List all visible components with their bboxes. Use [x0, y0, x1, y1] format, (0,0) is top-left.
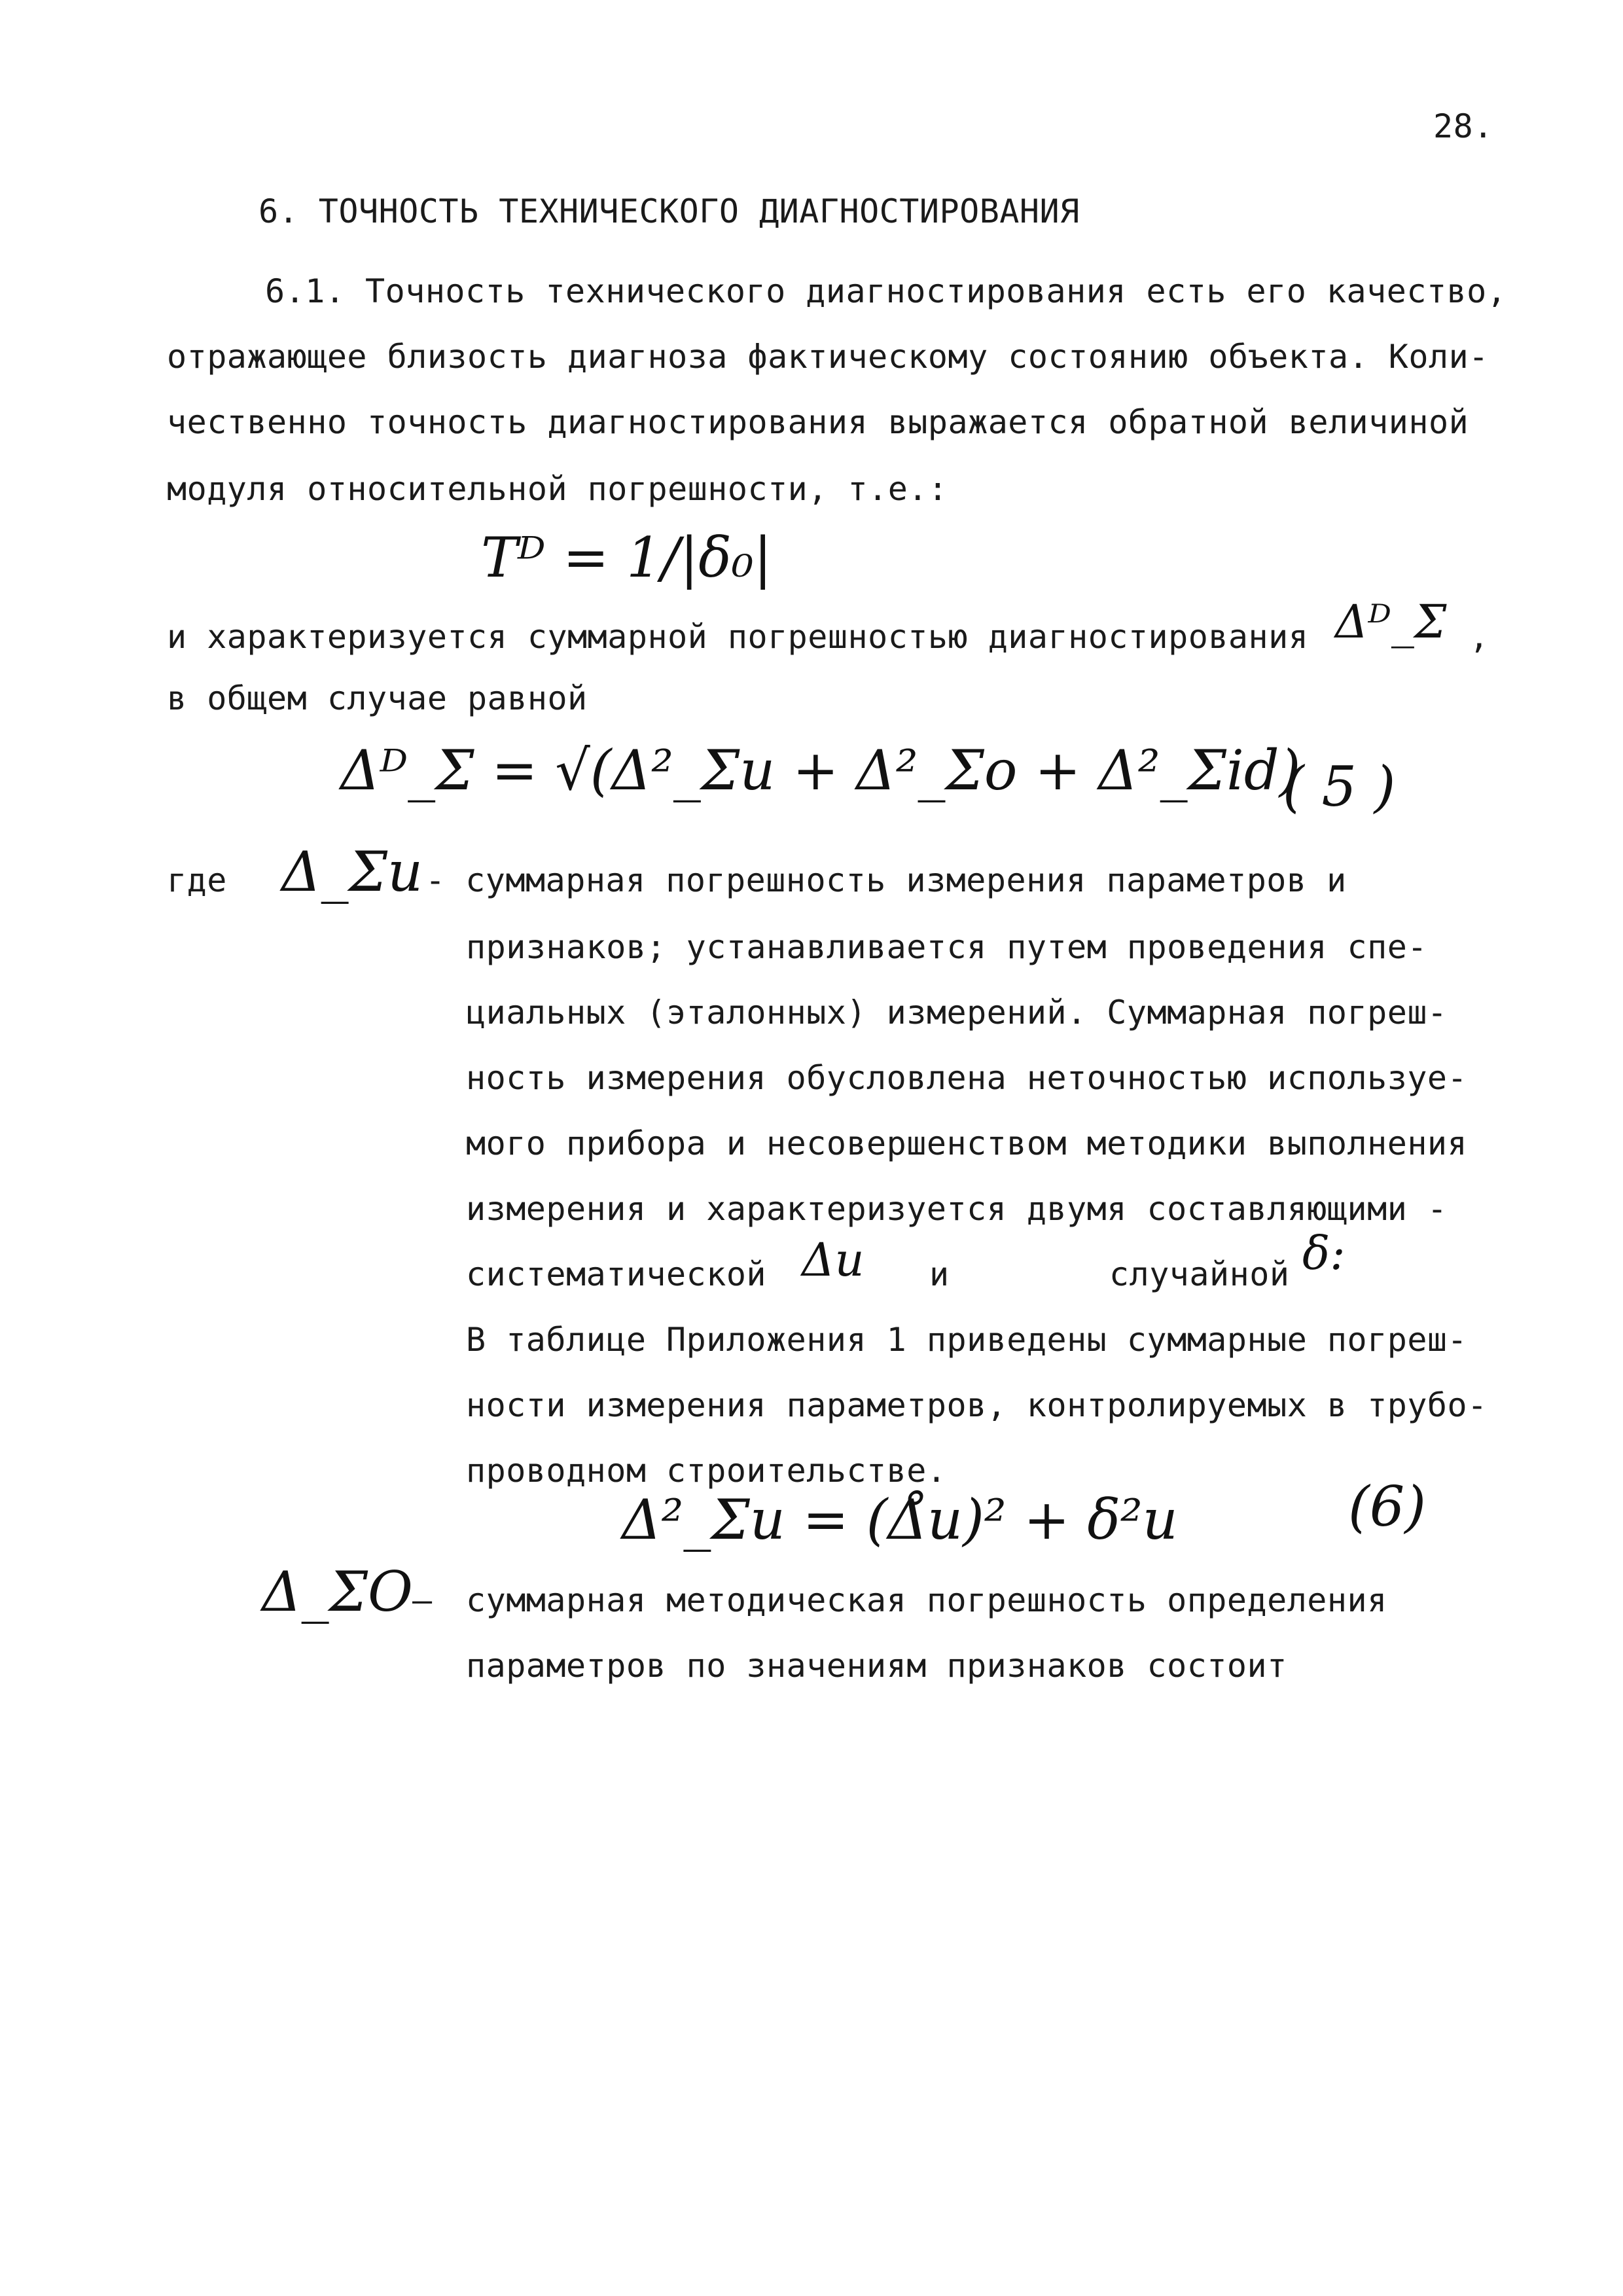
definition-line: параметров по значениям признаков состоит [466, 1647, 1287, 1685]
general-case-line: в общем случае равной [167, 679, 588, 717]
random-symbol: δ: [1302, 1227, 1346, 1280]
paragraph-line: 6.1. Точность технического диагностирования есть его качество, [265, 272, 1507, 310]
sigma-o-symbol: Δ_ΣO [262, 1560, 413, 1624]
random-label: случайной [1109, 1255, 1290, 1293]
formula-5: Δᴰ_Σ = √(Δ²_Σu + Δ²_Σo + Δ²_Σid) [340, 738, 1301, 802]
definition-line: ность измерения обусловлена неточностью используе- [466, 1059, 1468, 1097]
page-number: 28. [1433, 107, 1493, 145]
table-line: В таблице Приложения 1 приведены суммарные погреш- [466, 1321, 1468, 1359]
definition-line: признаков; устанавливается путем проведения спе- [466, 928, 1427, 966]
paragraph-line: модуля относительной погрешности, т.е.: [167, 470, 948, 508]
sigma-o-dash: — [412, 1581, 433, 1619]
systematic-symbol: Δu [802, 1233, 865, 1287]
formula-accuracy: Tᴰ = 1/|δ₀| [481, 526, 772, 590]
characterized-comma: , [1469, 618, 1489, 656]
paragraph-line: чественно точность диагностирования выражается обратной величиной [167, 403, 1469, 441]
table-line: ности измерения параметров, контролируемых в трубо- [466, 1386, 1488, 1424]
formula-6: Δ²_Σu = (Δ̊u)² + δ²u [622, 1488, 1178, 1552]
paragraph-line: отражающее близость диагноза фактическому состоянию объекта. Коли- [167, 338, 1489, 376]
and-word: и [929, 1255, 950, 1293]
systematic-label: систематической [466, 1255, 767, 1293]
definition-line: измерения и характеризуется двумя составляющими - [466, 1190, 1448, 1228]
characterized-line: и характеризуется суммарной погрешностью диагностирования [167, 618, 1309, 656]
definition-line: - суммарная погрешность измерения параметров и [425, 861, 1347, 899]
sigma-d-symbol: Δᴰ_Σ [1335, 595, 1447, 649]
formula-5-number: ( 5 ) [1283, 755, 1396, 819]
sigma-u-symbol: Δ_Σu [281, 840, 423, 904]
table-line: проводном строительстве. [466, 1452, 947, 1490]
definition-line: циальных (эталонных) измерений. Суммарная погреш- [466, 994, 1448, 1031]
definition-line: мого прибора и несовершенством методики выполнения [466, 1124, 1468, 1162]
formula-6-number: (6) [1348, 1475, 1426, 1539]
section-title: 6. ТОЧНОСТЬ ТЕХНИЧЕСКОГО ДИАГНОСТИРОВАНИЯ [259, 192, 1080, 230]
where-label: где [167, 861, 227, 899]
definition-line: суммарная методическая погрешность определения [466, 1581, 1387, 1619]
